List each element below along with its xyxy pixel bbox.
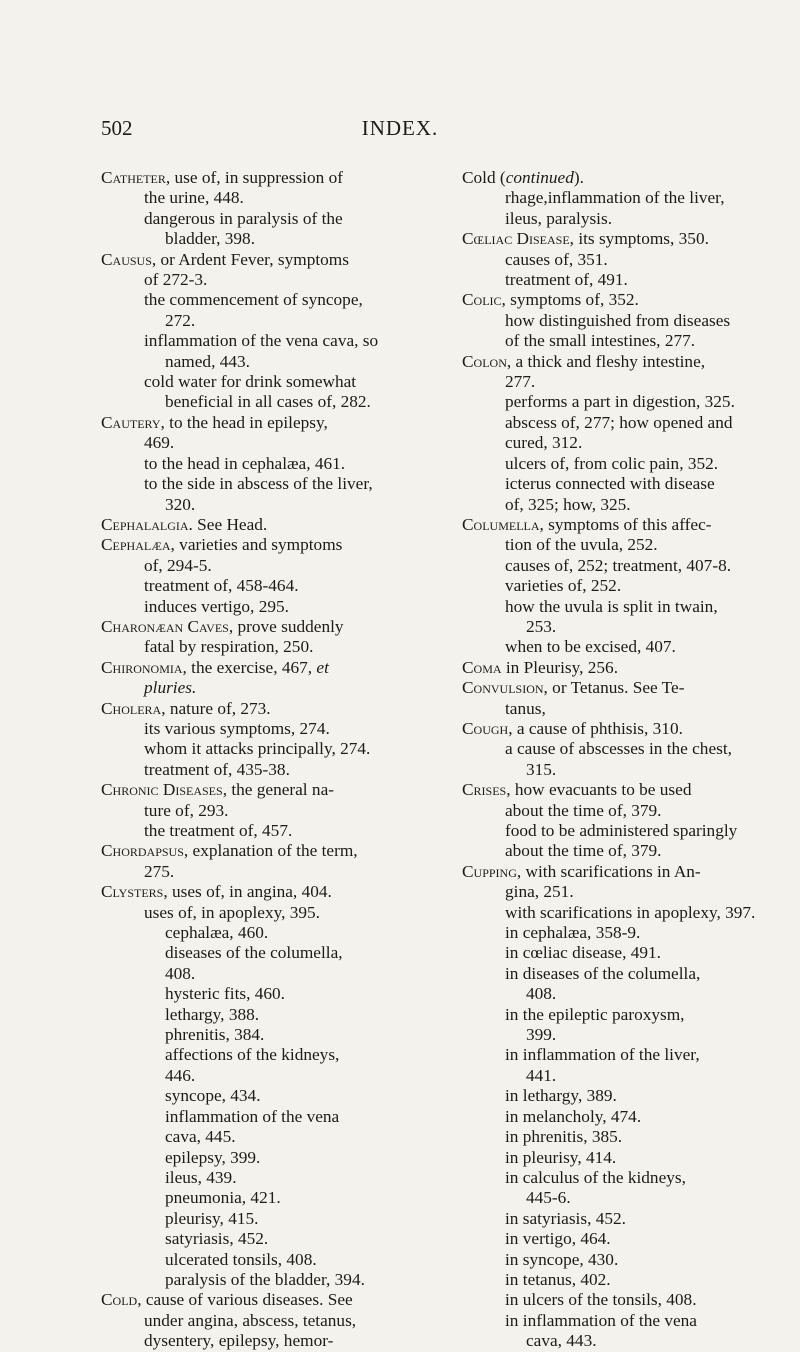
index-text: ture of, 293. <box>144 800 229 820</box>
index-line <box>462 984 800 1004</box>
index-text: pleurisy, 415. <box>165 1208 259 1228</box>
index-headword: Cephalalgia <box>101 514 189 534</box>
index-headword: Chordapsus <box>101 841 184 861</box>
index-line <box>101 1127 443 1147</box>
index-text: , varieties and symptoms <box>170 535 343 555</box>
index-line <box>101 821 443 841</box>
index-line <box>462 719 800 739</box>
index-text: , a cause of phthisis, 310. <box>508 718 683 738</box>
index-line <box>101 352 443 372</box>
index-text: 408. <box>526 984 557 1004</box>
index-text: beneficial in all cases of, 282. <box>165 392 371 412</box>
index-line <box>101 372 443 392</box>
index-text: in phrenitis, 385. <box>505 1127 623 1147</box>
index-text: cured, 312. <box>505 433 583 453</box>
index-headword: Coma <box>462 657 502 677</box>
index-line <box>101 1250 443 1270</box>
index-text: in inflammation of the vena <box>505 1310 697 1330</box>
index-line <box>462 495 800 515</box>
index-text: phrenitis, 384. <box>165 1025 265 1045</box>
index-text: when to be excised, 407. <box>505 637 676 657</box>
index-line <box>101 780 443 800</box>
index-text: epilepsy, 399. <box>165 1147 261 1167</box>
index-text: ulcerated tonsils, 408. <box>165 1249 317 1269</box>
italic-text: continued <box>505 168 574 187</box>
index-line <box>101 474 443 494</box>
index-text: icterus connected with disease <box>505 474 715 494</box>
index-text: cava, 445. <box>165 1127 236 1147</box>
index-text: , symptoms of this affec- <box>539 514 712 534</box>
index-text: 445-6. <box>526 1188 571 1208</box>
index-line <box>462 433 800 453</box>
index-line <box>101 495 443 515</box>
index-text: to the side in abscess of the liver, <box>144 474 373 494</box>
index-line <box>462 1188 800 1208</box>
index-line <box>462 250 800 270</box>
index-line <box>101 1005 443 1025</box>
index-line <box>101 597 443 617</box>
index-line <box>101 1025 443 1045</box>
index-line <box>101 515 443 535</box>
index-line <box>101 984 443 1004</box>
index-line <box>101 229 443 249</box>
index-line <box>462 841 800 861</box>
index-line <box>101 1290 443 1310</box>
index-headword: Cough <box>462 718 509 738</box>
index-headword: Causus <box>101 249 152 269</box>
index-line <box>462 1066 800 1086</box>
index-line <box>101 270 443 290</box>
index-text: hysteric fits, 460. <box>165 984 285 1004</box>
index-line <box>462 535 800 555</box>
index-text: of, 325; how, 325. <box>505 494 631 514</box>
index-text: ). <box>573 168 584 187</box>
index-line <box>101 862 443 882</box>
index-headword: Cautery <box>101 412 161 432</box>
index-headword: Convulsion <box>462 678 544 698</box>
index-text: varieties of, 252. <box>505 576 622 596</box>
index-text: gina, 251. <box>505 882 574 902</box>
index-line <box>101 1066 443 1086</box>
left-column <box>101 168 443 1352</box>
index-line <box>101 882 443 902</box>
index-text: of 272-3. <box>144 270 208 290</box>
index-line <box>462 311 800 331</box>
page-header <box>0 116 800 146</box>
index-headword: Colon <box>462 351 507 371</box>
index-text: about the time of, 379. <box>505 841 662 861</box>
index-line <box>462 556 800 576</box>
index-text: pneumonia, 421. <box>165 1188 281 1208</box>
index-text: in calculus of the kidneys, <box>505 1167 686 1187</box>
index-text: in syncope, 430. <box>505 1249 619 1269</box>
index-line <box>101 250 443 270</box>
index-text: , use of, in suppression of <box>165 168 343 187</box>
index-line <box>101 903 443 923</box>
index-text: to the head in cephalæa, 461. <box>144 453 346 473</box>
index-text: , prove suddenly <box>228 616 344 636</box>
index-headword: Chronic Diseases <box>101 780 223 800</box>
index-headword: Cholera <box>101 698 162 718</box>
index-text: , with scarifications in An- <box>516 861 701 881</box>
index-text: how distinguished from diseases <box>505 310 731 330</box>
index-line <box>462 617 800 637</box>
index-text: 253. <box>526 616 557 636</box>
index-text: dangerous in paralysis of the <box>144 208 343 228</box>
index-text: 272. <box>165 310 196 330</box>
index-headword: Crises <box>462 780 507 800</box>
index-text: in vertigo, 464. <box>505 1229 611 1249</box>
index-line <box>462 352 800 372</box>
index-line <box>101 617 443 637</box>
index-line <box>462 760 800 780</box>
index-text: treatment of, 458-464. <box>144 576 299 596</box>
index-line <box>462 780 800 800</box>
index-line <box>101 1209 443 1229</box>
index-line <box>101 678 443 698</box>
index-text: cold water for drink somewhat <box>144 372 357 392</box>
index-text: syncope, 434. <box>165 1086 261 1106</box>
index-line <box>101 1045 443 1065</box>
index-line <box>101 209 443 229</box>
index-text: 315. <box>526 759 557 779</box>
index-text: , its symptoms, 350. <box>569 229 709 249</box>
index-line <box>101 290 443 310</box>
index-text: ileus, 439. <box>165 1167 237 1187</box>
index-text: causes of, 252; treatment, 407-8. <box>505 555 732 575</box>
index-text: the urine, 448. <box>144 188 244 208</box>
index-line <box>101 943 443 963</box>
index-headword: Charonæan Caves <box>101 616 229 636</box>
index-headword: Catheter <box>101 168 166 187</box>
index-text: a cause of abscesses in the chest, <box>505 739 732 759</box>
index-line <box>462 1107 800 1127</box>
index-text: of the small intestines, 277. <box>505 331 696 351</box>
index-text: inflammation of the vena <box>165 1106 340 1126</box>
index-line <box>462 1311 800 1331</box>
index-text: how the uvula is split in twain, <box>505 596 718 616</box>
index-text: 441. <box>526 1065 557 1085</box>
index-text: , cause of various diseases. See <box>137 1290 353 1310</box>
index-line <box>462 1270 800 1290</box>
index-text: 469. <box>144 433 175 453</box>
index-line <box>462 229 800 249</box>
index-text: inflammation of the vena cava, so <box>144 331 379 351</box>
index-text: , symptoms of, 352. <box>501 290 639 310</box>
index-line <box>462 1209 800 1229</box>
index-text: abscess of, 277; how opened and <box>505 412 733 432</box>
index-line <box>462 862 800 882</box>
index-line <box>462 1331 800 1351</box>
index-text: induces vertigo, 295. <box>144 596 289 616</box>
index-text: satyriasis, 452. <box>165 1229 269 1249</box>
index-line <box>462 821 800 841</box>
index-line <box>462 882 800 902</box>
index-line <box>462 1229 800 1249</box>
index-line <box>462 188 800 208</box>
right-column <box>462 168 800 1352</box>
index-text: in melancholy, 474. <box>505 1106 642 1126</box>
index-headword: Cupping <box>462 861 517 881</box>
index-line <box>101 637 443 657</box>
index-line <box>101 556 443 576</box>
index-text: the commencement of syncope, <box>144 290 363 310</box>
index-line <box>101 1229 443 1249</box>
index-text: performs a part in digestion, 325. <box>505 392 735 412</box>
index-text: cava, 443. <box>526 1331 597 1351</box>
index-text: ulcers of, from colic pain, 352. <box>505 453 719 473</box>
index-text: in cephalæa, 358-9. <box>505 923 641 943</box>
index-text: , the general na- <box>222 780 334 800</box>
index-text: 275. <box>144 861 175 881</box>
index-text: in Pleurisy, 256. <box>501 657 619 677</box>
index-text: , explanation of the term, <box>183 841 358 861</box>
index-line <box>462 515 800 535</box>
index-text: rhage,inflammation of the liver, <box>505 188 725 208</box>
index-line <box>462 576 800 596</box>
index-line <box>462 1148 800 1168</box>
index-headword: Colic <box>462 290 502 310</box>
index-line <box>101 841 443 861</box>
index-text: in ulcers of the tonsils, 408. <box>505 1290 697 1310</box>
index-text: in cœliac disease, 491. <box>505 943 661 963</box>
index-line <box>462 168 800 188</box>
index-text: in lethargy, 389. <box>505 1086 617 1106</box>
index-line <box>462 923 800 943</box>
index-line <box>462 331 800 351</box>
index-line <box>101 454 443 474</box>
index-text: in inflammation of the liver, <box>505 1045 700 1065</box>
index-line <box>462 290 800 310</box>
index-line <box>101 760 443 780</box>
index-text: 408. <box>165 963 196 983</box>
index-line <box>101 433 443 453</box>
index-text: bladder, 398. <box>165 229 256 249</box>
index-text: . See Head. <box>188 514 268 534</box>
index-text: treatment of, 435-38. <box>144 759 290 779</box>
index-line <box>101 1331 443 1351</box>
index-line <box>101 964 443 984</box>
index-text: in satyriasis, 452. <box>505 1208 626 1228</box>
index-line <box>101 739 443 759</box>
index-line <box>462 413 800 433</box>
index-text: named, 443. <box>165 351 250 371</box>
index-line <box>101 1168 443 1188</box>
index-line <box>462 1127 800 1147</box>
italic-text: et <box>316 657 329 677</box>
index-text: tion of the uvula, 252. <box>505 535 658 555</box>
index-headword: Clysters <box>101 882 164 902</box>
index-text: whom it attacks principally, 274. <box>144 739 371 759</box>
index-line <box>462 1025 800 1045</box>
index-text: Cold ( <box>462 168 506 187</box>
index-text: with scarifications in apoplexy, 397. <box>505 902 756 922</box>
index-line <box>462 209 800 229</box>
index-text: in tetanus, 402. <box>505 1269 611 1289</box>
index-text: lethargy, 388. <box>165 1004 260 1024</box>
index-line <box>101 535 443 555</box>
index-text: 277. <box>505 372 536 392</box>
index-text: tanus, <box>505 698 546 718</box>
index-text: , nature of, 273. <box>161 698 271 718</box>
index-headword: Cold <box>101 1290 138 1310</box>
index-line <box>101 188 443 208</box>
index-line <box>101 1086 443 1106</box>
index-line <box>462 801 800 821</box>
index-line <box>101 168 443 188</box>
index-line <box>101 392 443 412</box>
index-text: treatment of, 491. <box>505 270 628 290</box>
index-text: diseases of the columella, <box>165 943 343 963</box>
index-line <box>101 801 443 821</box>
index-text: , or Tetanus. See Te- <box>543 678 685 698</box>
index-text: 320. <box>165 494 196 514</box>
index-line <box>462 699 800 719</box>
index-text: uses of, in apoplexy, 395. <box>144 902 320 922</box>
index-line <box>462 903 800 923</box>
index-line <box>101 1270 443 1290</box>
index-text: , how evacuants to be used <box>506 780 692 800</box>
index-line <box>462 597 800 617</box>
index-line <box>462 964 800 984</box>
index-text: about the time of, 379. <box>505 800 662 820</box>
index-text: ileus, paralysis. <box>505 208 613 228</box>
index-text: in the epileptic paroxysm, <box>505 1004 685 1024</box>
index-text: cephalæa, 460. <box>165 923 269 943</box>
index-line <box>462 637 800 657</box>
index-text: 399. <box>526 1025 557 1045</box>
index-text: of, 294-5. <box>144 555 212 575</box>
index-line <box>101 658 443 678</box>
index-line <box>462 658 800 678</box>
index-line <box>462 1290 800 1310</box>
index-headword: Columella <box>462 514 540 534</box>
index-text: affections of the kidneys, <box>165 1045 340 1065</box>
index-line <box>462 1250 800 1270</box>
index-line <box>462 454 800 474</box>
index-line <box>462 270 800 290</box>
index-text: in diseases of the columella, <box>505 963 701 983</box>
italic-text: pluries. <box>144 678 197 698</box>
index-line <box>101 331 443 351</box>
index-line <box>101 719 443 739</box>
index-text: , to the head in epilepsy, <box>160 412 328 432</box>
index-line <box>101 923 443 943</box>
index-line <box>462 1005 800 1025</box>
index-line <box>101 1188 443 1208</box>
index-text: the treatment of, 457. <box>144 821 293 840</box>
index-line <box>101 413 443 433</box>
index-text: , a thick and fleshy intestine, <box>506 351 706 371</box>
index-line <box>101 576 443 596</box>
index-text: under angina, abscess, tetanus, <box>144 1310 357 1330</box>
index-text: in pleurisy, 414. <box>505 1147 617 1167</box>
index-line <box>462 678 800 698</box>
index-text: fatal by respiration, 250. <box>144 637 314 657</box>
index-line <box>462 943 800 963</box>
index-text: 446. <box>165 1065 196 1085</box>
index-text: causes of, 351. <box>505 249 608 269</box>
index-headword: Chironomia <box>101 657 183 677</box>
index-line <box>101 311 443 331</box>
index-text: , the exercise, 467, <box>182 657 317 677</box>
page-number: 502 <box>101 116 133 140</box>
index-line <box>462 1045 800 1065</box>
index-text: , uses of, in angina, 404. <box>163 882 332 902</box>
page-title: INDEX. <box>361 116 439 140</box>
index-text: its various symptoms, 274. <box>144 718 330 738</box>
index-line <box>462 739 800 759</box>
index-line <box>101 1311 443 1331</box>
index-text: food to be administered sparingly <box>505 821 738 840</box>
index-line <box>462 392 800 412</box>
index-text: dysentery, epilepsy, hemor- <box>144 1331 334 1351</box>
index-line <box>101 1148 443 1168</box>
index-line <box>462 1086 800 1106</box>
index-line <box>101 699 443 719</box>
index-text: , or Ardent Fever, symptoms <box>151 249 349 269</box>
index-text: paralysis of the bladder, 394. <box>165 1269 365 1289</box>
index-line <box>462 1168 800 1188</box>
index-headword: Cephalæa <box>101 535 171 555</box>
index-line <box>101 1107 443 1127</box>
index-line <box>462 372 800 392</box>
index-headword: Cœliac Disease <box>462 229 570 249</box>
index-line <box>462 474 800 494</box>
